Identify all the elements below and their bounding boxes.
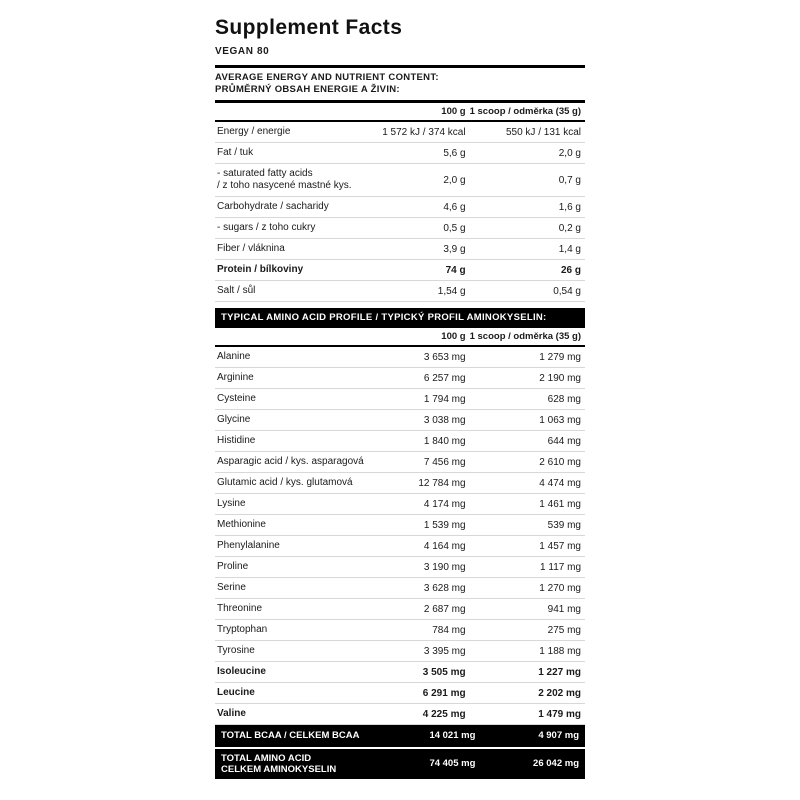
row-label: Cysteine <box>215 389 397 410</box>
row-value-scoop: 1,4 g <box>470 239 585 260</box>
row-label: Histidine <box>215 431 397 452</box>
row-value-100g: 784 mg <box>397 620 469 641</box>
table-row <box>215 143 585 164</box>
row-label: Carbohydrate / sacharidy <box>215 197 382 218</box>
row-label: Valine <box>215 704 397 725</box>
supplement-facts-panel <box>215 0 585 800</box>
table-row <box>215 641 585 662</box>
table-row <box>215 494 585 515</box>
total-row <box>215 725 585 747</box>
row-value-100g: 4 174 mg <box>397 494 469 515</box>
table-row <box>215 121 585 143</box>
row-value-scoop: 1 188 mg <box>470 641 585 662</box>
row-value-100g: 5,6 g <box>382 143 469 164</box>
row-label: Asparagic acid / kys. asparagová <box>215 452 397 473</box>
table-row <box>215 536 585 557</box>
row-value-scoop: 1 063 mg <box>470 410 585 431</box>
nutrition-column-headers <box>215 103 585 121</box>
page-title: Supplement Facts <box>215 16 403 39</box>
row-value-100g: 3 395 mg <box>397 641 469 662</box>
row-value-100g: 6 291 mg <box>397 683 469 704</box>
row-label: Proline <box>215 557 397 578</box>
row-value-scoop: 644 mg <box>470 431 585 452</box>
amino-col-label <box>215 328 397 346</box>
row-value-100g: 4 164 mg <box>397 536 469 557</box>
table-row <box>215 515 585 536</box>
row-label: Threonine <box>215 599 397 620</box>
row-label: Leucine <box>215 683 397 704</box>
table-row <box>215 164 585 197</box>
nutrition-section-heading <box>215 68 585 100</box>
total-value-100g: 14 021 mg <box>407 725 481 747</box>
row-value-100g: 7 456 mg <box>397 452 469 473</box>
row-value-scoop: 1 461 mg <box>470 494 585 515</box>
row-value-100g: 74 g <box>382 260 469 281</box>
row-value-scoop: 0,2 g <box>470 218 585 239</box>
row-value-scoop: 1 270 mg <box>470 578 585 599</box>
row-value-100g: 3 628 mg <box>397 578 469 599</box>
row-value-scoop: 1 227 mg <box>470 662 585 683</box>
total-value-scoop: 4 907 mg <box>481 725 585 747</box>
row-value-100g: 2 687 mg <box>397 599 469 620</box>
table-row <box>215 473 585 494</box>
table-row <box>215 599 585 620</box>
row-value-100g: 3 505 mg <box>397 662 469 683</box>
row-value-100g: 1 840 mg <box>397 431 469 452</box>
row-value-100g: 3 653 mg <box>397 346 469 368</box>
table-row <box>215 197 585 218</box>
row-value-100g: 6 257 mg <box>397 368 469 389</box>
row-value-scoop: 539 mg <box>470 515 585 536</box>
row-value-scoop: 26 g <box>470 260 585 281</box>
table-row <box>215 683 585 704</box>
row-label: Salt / sůl <box>215 281 382 302</box>
row-label: Phenylalanine <box>215 536 397 557</box>
row-value-scoop: 275 mg <box>470 620 585 641</box>
table-row <box>215 218 585 239</box>
row-value-scoop: 0,7 g <box>470 164 585 197</box>
row-value-100g: 3,9 g <box>382 239 469 260</box>
row-label: Fiber / vláknina <box>215 239 382 260</box>
row-label: Energy / energie <box>215 121 382 143</box>
amino-col-scoop: 1 scoop / odměrka (35 g) <box>470 328 585 346</box>
row-label: Lysine <box>215 494 397 515</box>
row-value-scoop: 1 457 mg <box>470 536 585 557</box>
row-value-100g: 0,5 g <box>382 218 469 239</box>
nutrition-heading-cz: PRŮMĚRNÝ OBSAH ENERGIE A ŽIVIN: <box>215 84 400 95</box>
row-label: Fat / tuk <box>215 143 382 164</box>
row-value-scoop: 941 mg <box>470 599 585 620</box>
amino-table <box>215 328 585 725</box>
table-row <box>215 368 585 389</box>
amino-totals-table <box>215 725 585 779</box>
row-value-100g: 2,0 g <box>382 164 469 197</box>
total-label: TOTAL AMINO ACID CELKEM AMINOKYSELIN <box>215 749 407 779</box>
table-row <box>215 431 585 452</box>
row-value-100g: 12 784 mg <box>397 473 469 494</box>
table-row <box>215 557 585 578</box>
row-label: Protein / bílkoviny <box>215 260 382 281</box>
table-row <box>215 620 585 641</box>
table-row <box>215 662 585 683</box>
row-value-scoop: 1 117 mg <box>470 557 585 578</box>
row-value-scoop: 2 610 mg <box>470 452 585 473</box>
row-value-scoop: 1 479 mg <box>470 704 585 725</box>
row-value-scoop: 550 kJ / 131 kcal <box>470 121 585 143</box>
nutrition-col-label <box>215 103 382 121</box>
row-value-100g: 1 794 mg <box>397 389 469 410</box>
nutrition-table <box>215 103 585 302</box>
table-row <box>215 281 585 302</box>
amino-col-100g: 100 g <box>397 328 469 346</box>
amino-profile-band: TYPICAL AMINO ACID PROFILE / TYPICKÝ PROFIL AMINOKYSELIN: <box>215 308 585 328</box>
row-label: Alanine <box>215 346 397 368</box>
table-row <box>215 410 585 431</box>
table-row <box>215 578 585 599</box>
table-row <box>215 704 585 725</box>
amino-column-headers <box>215 328 585 346</box>
product-name: VEGAN 80 <box>215 46 270 57</box>
row-label: Serine <box>215 578 397 599</box>
total-value-scoop: 26 042 mg <box>481 749 585 779</box>
nutrition-col-scoop: 1 scoop / odměrka (35 g) <box>470 103 585 121</box>
total-label: TOTAL BCAA / CELKEM BCAA <box>215 725 407 747</box>
row-value-100g: 4,6 g <box>382 197 469 218</box>
row-value-scoop: 628 mg <box>470 389 585 410</box>
row-label: - saturated fatty acids / z toho nasycené mastné kys. <box>215 164 382 197</box>
total-value-100g: 74 405 mg <box>407 749 481 779</box>
nutrition-col-100g: 100 g <box>382 103 469 121</box>
row-label: Arginine <box>215 368 397 389</box>
table-row <box>215 239 585 260</box>
row-value-100g: 1 572 kJ / 374 kcal <box>382 121 469 143</box>
row-value-100g: 3 038 mg <box>397 410 469 431</box>
row-value-scoop: 0,54 g <box>470 281 585 302</box>
row-value-100g: 4 225 mg <box>397 704 469 725</box>
row-label: Glutamic acid / kys. glutamová <box>215 473 397 494</box>
row-value-scoop: 1,6 g <box>470 197 585 218</box>
row-value-100g: 3 190 mg <box>397 557 469 578</box>
row-value-scoop: 4 474 mg <box>470 473 585 494</box>
table-row <box>215 452 585 473</box>
row-label: Glycine <box>215 410 397 431</box>
row-value-scoop: 2,0 g <box>470 143 585 164</box>
row-label: Tryptophan <box>215 620 397 641</box>
row-value-scoop: 2 190 mg <box>470 368 585 389</box>
row-value-100g: 1 539 mg <box>397 515 469 536</box>
table-row <box>215 389 585 410</box>
row-value-scoop: 2 202 mg <box>470 683 585 704</box>
row-value-100g: 1,54 g <box>382 281 469 302</box>
row-label: Isoleucine <box>215 662 397 683</box>
table-row <box>215 346 585 368</box>
row-label: - sugars / z toho cukry <box>215 218 382 239</box>
nutrition-heading-en: AVERAGE ENERGY AND NUTRIENT CONTENT: <box>215 72 439 83</box>
row-value-scoop: 1 279 mg <box>470 346 585 368</box>
table-row <box>215 260 585 281</box>
row-label: Tyrosine <box>215 641 397 662</box>
total-row <box>215 749 585 779</box>
row-label: Methionine <box>215 515 397 536</box>
